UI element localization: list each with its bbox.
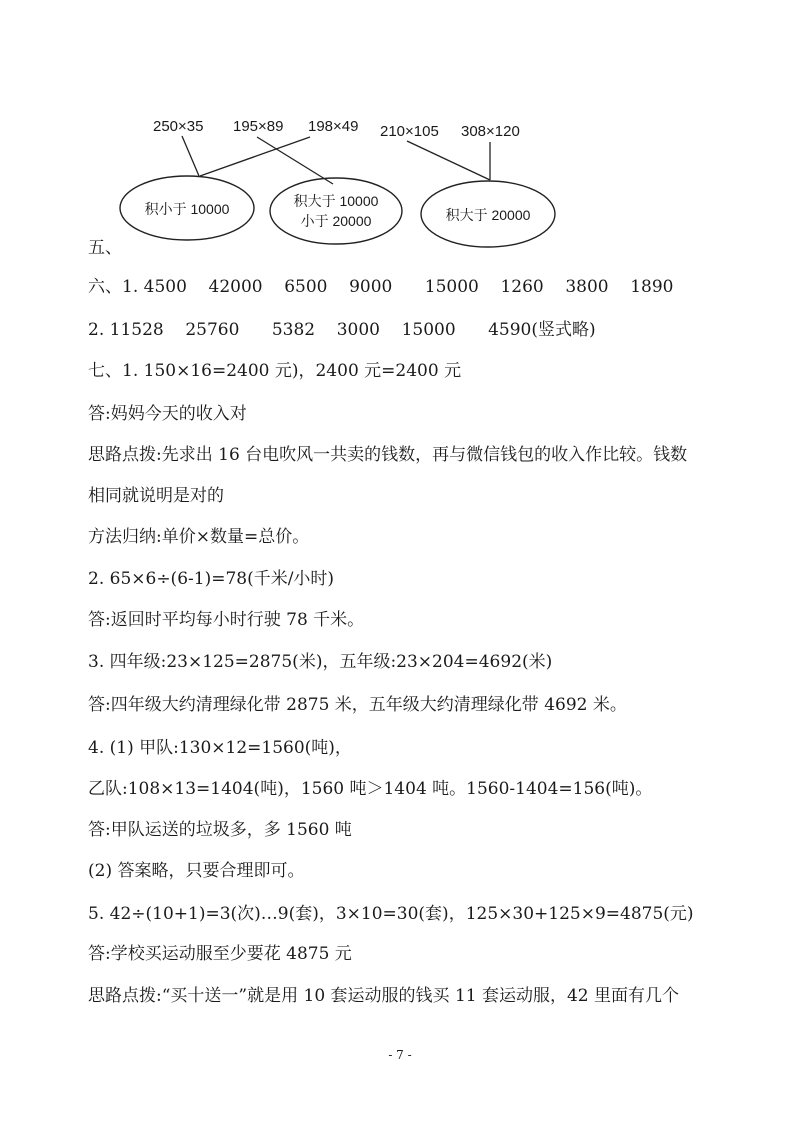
answer-line: (2) 答案略，只要合理即可。 [88, 861, 305, 881]
answer-line: 乙队:108×13=1404(吨)，1560 吨＞1404 吨。1560-1404=156(吨)。 [88, 779, 653, 799]
answer-line: 答:学校买运动服至少要花 4875 元 [88, 944, 352, 964]
connector-line [182, 136, 199, 176]
connector-line [407, 141, 490, 180]
answer-line: 5. 42÷(10+1)=3(次)…9(套)，3×10=30(套)，125×30+125×9=4875(元) [88, 904, 694, 924]
hint-line: 思路点拨:先求出 16 台电吹风一共卖的钱数，再与微信钱包的收入作比较。钱数 [88, 445, 688, 465]
matching-diagram [0, 0, 800, 260]
answer-line: 2. 11528 25760 5382 3000 15000 4590(竖式略) [88, 320, 596, 340]
category-label-middle-line2: 小于 20000 [300, 213, 372, 229]
answer-line: 答:甲队运送的垃圾多，多 1560 吨 [88, 820, 352, 840]
answer-line: 2. 65×6÷(6-1)=78(千米/小时) [88, 569, 335, 589]
category-label-large: 积大于 20000 [445, 207, 531, 223]
answer-line: 六、1. 4500 42000 6500 9000 15000 1260 3800 1890 [88, 277, 674, 297]
method-line: 方法归纳:单价×数量=总价。 [88, 527, 310, 547]
expression-5: 308×120 [461, 123, 520, 140]
connector-line [200, 137, 310, 176]
answer-line: 七、1. 150×16=2400 元)，2400 元=2400 元 [88, 361, 462, 381]
page-number: - 7 - [388, 1048, 412, 1062]
category-label-small: 积小于 10000 [144, 201, 230, 217]
expression-2: 195×89 [233, 118, 284, 135]
answer-line: 3. 四年级:23×125=2875(米)，五年级:23×204=4692(米) [88, 652, 553, 672]
hint-line: 思路点拨:“买十送一”就是用 10 套运动服的钱买 11 套运动服，42 里面有几个 [88, 986, 680, 1006]
answer-line: 答:妈妈今天的收入对 [88, 404, 247, 424]
category-oval-middle [270, 178, 402, 244]
answer-line: 答:四年级大约清理绿化带 2875 米，五年级大约清理绿化带 4692 米。 [88, 695, 627, 715]
category-label-middle-line1: 积大于 10000 [293, 193, 379, 209]
answer-line: 4. (1) 甲队:130×12=1560(吨)， [88, 738, 352, 758]
answer-line: 答:返回时平均每小时行驶 78 千米。 [88, 610, 365, 630]
hint-line: 相同就说明是对的 [88, 486, 224, 506]
section-five-heading: 五、 [88, 238, 122, 258]
expression-3: 198×49 [308, 118, 359, 135]
expression-1: 250×35 [153, 118, 204, 135]
connector-line [257, 137, 333, 184]
expression-4: 210×105 [380, 123, 439, 140]
